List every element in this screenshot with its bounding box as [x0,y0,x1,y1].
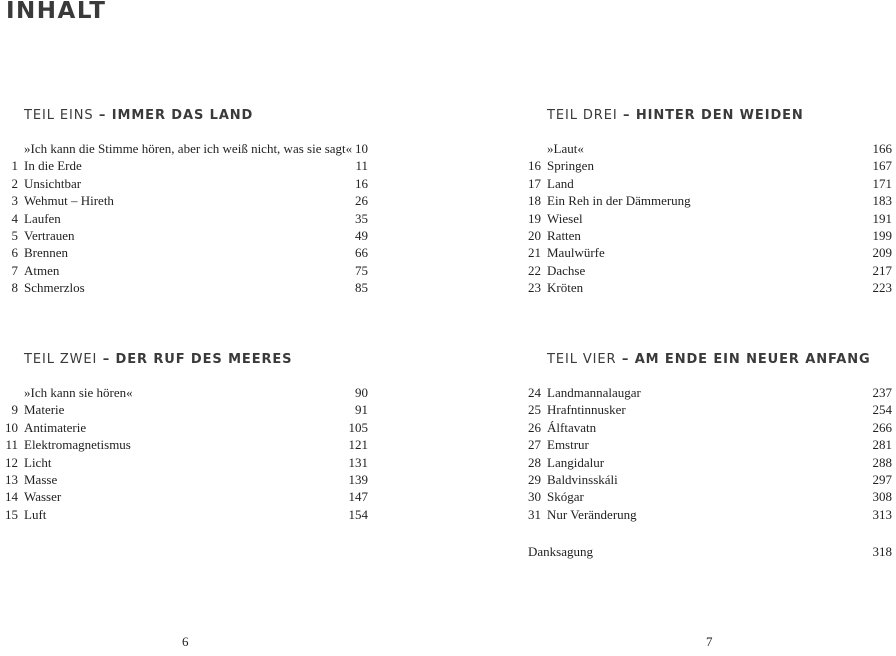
section-separator: – [93,108,112,123]
page-number: 183 [872,193,892,209]
chapter-number: 3 [11,193,18,209]
section-teil-drei [528,106,892,297]
section-separator: – [97,352,116,367]
page-number: 217 [872,262,892,278]
chapter-title: Nur Veränderung [547,506,637,522]
chapter-title: »Ich kann die Stimme hören, aber ich weiß nicht, was sie sagt« [24,141,353,156]
chapter-number: 1 [11,158,18,174]
chapter-title: »Laut« [547,141,584,156]
chapter-number: 9 [11,402,18,418]
toc-entry[interactable] [528,192,892,209]
chapter-title: Brennen [24,245,69,261]
chapter-number: 31 [528,506,541,522]
section-part-label: TEIL ZWEI [24,352,98,367]
chapter-title: Springen [547,158,594,174]
chapter-number: 10 [5,419,18,435]
toc-entry[interactable] [5,506,368,523]
page-number: 266 [872,419,892,435]
chapter-title: Luft [24,506,47,522]
section-name: DER RUF DES MEERES [115,352,293,367]
page-number: 223 [872,280,892,296]
toc-entry[interactable] [24,140,368,157]
chapter-title: Vertrauen [24,227,75,243]
chapter-number: 27 [528,437,541,453]
section-teil-zwei [5,350,368,523]
chapter-title: Ein Reh in der Dämmerung [547,193,691,209]
toc-entry[interactable] [5,488,368,505]
page-number: 209 [872,245,892,261]
page-number: 237 [872,385,892,400]
page-number: 191 [872,210,892,226]
toc-entry[interactable] [11,157,368,174]
chapter-title: »Ich kann sie hören« [24,385,133,400]
toc-entry[interactable] [528,175,892,192]
page-number: 318 [872,544,892,559]
chapter-title: Elektromagnetismus [24,437,131,453]
chapter-title: Landmannalaugar [547,385,641,400]
chapter-number: 13 [5,471,18,487]
toc-entry[interactable] [528,488,892,505]
toc-entry[interactable] [11,227,368,244]
chapter-title: Licht [24,454,52,470]
page-number: 147 [348,489,368,505]
page-number: 105 [348,419,368,435]
page-number: 139 [348,471,368,487]
page-number: 75 [355,262,368,278]
page-number: 121 [348,437,368,453]
chapter-number: 24 [528,385,541,400]
section-teil-eins [11,106,368,297]
section-heading [24,106,368,126]
page-number: 166 [872,141,892,156]
chapter-title: Antimaterie [24,419,87,435]
section-name: HINTER DEN WEIDEN [635,108,804,123]
chapter-title: Kröten [547,280,584,296]
chapter-title: Wasser [24,489,62,505]
toc-entry[interactable] [11,262,368,279]
chapter-number: 17 [528,175,541,191]
chapter-number: 5 [11,227,18,243]
toc-entry[interactable] [528,210,892,227]
chapter-title: Maulwürfe [547,245,605,261]
chapter-title: Hrafntinnusker [547,402,626,418]
section-teil-vier [528,350,892,523]
chapter-number: 30 [528,489,541,505]
section-heading [547,106,892,126]
chapter-title: Skógar [547,489,584,505]
chapter-number: 29 [528,471,541,487]
toc-entry[interactable] [11,175,368,192]
toc-entry[interactable] [11,401,368,418]
chapter-number: 7 [11,262,18,278]
page-number: 281 [872,437,892,453]
chapter-title: Masse [24,471,58,487]
toc-entry[interactable] [5,471,368,488]
toc-entry[interactable] [528,244,892,261]
page-number: 288 [872,454,892,470]
folio-right: 7 [706,634,713,649]
toc-entry[interactable] [24,384,368,401]
toc-entry-acknowledgements[interactable] [528,543,892,561]
chapter-number: 21 [528,245,541,261]
chapter-number: 23 [528,280,541,296]
chapter-title: Wiesel [547,210,583,226]
page-number: 131 [348,454,368,470]
page-number: 171 [872,175,892,191]
toc-entry[interactable] [11,192,368,209]
section-part-label: TEIL DREI [547,108,618,123]
section-name: IMMER DAS LAND [111,108,254,123]
chapter-title: Materie [24,402,65,418]
page-number: 297 [872,471,892,487]
toc-entry[interactable] [5,419,368,436]
toc-entry[interactable] [528,471,892,488]
chapter-title: Ratten [547,227,581,243]
chapter-number: 2 [11,175,18,191]
page-number: 35 [355,210,368,226]
toc-entry[interactable] [528,262,892,279]
chapter-title: Atmen [24,262,60,278]
chapter-title: In die Erde [24,158,82,174]
chapter-title: Danksagung [528,544,593,559]
page-number: 16 [355,175,368,191]
toc-entry[interactable] [11,210,368,227]
toc-entry[interactable] [528,279,892,296]
page-number: 26 [355,193,368,209]
page-title: INHALT [6,0,107,24]
chapter-title: Unsichtbar [24,175,82,191]
section-separator: – [617,108,636,123]
chapter-number: 4 [11,210,18,226]
page-number: 254 [872,402,892,418]
toc-entry[interactable] [5,454,368,471]
toc-entry[interactable] [528,227,892,244]
chapter-title: Álftavatn [547,419,597,435]
page-number: 154 [348,506,368,522]
chapter-title: Dachse [547,262,586,278]
section-part-label: TEIL VIER [547,352,617,367]
page-number: 11 [355,158,368,174]
chapter-number: 22 [528,262,541,278]
page-number: 91 [355,402,368,418]
chapter-number: 12 [5,454,18,470]
folio-left: 6 [182,634,189,649]
chapter-title: Schmerzlos [24,280,85,296]
chapter-number: 14 [5,489,18,505]
section-heading [24,350,368,370]
chapter-number: 18 [528,193,541,209]
section-separator: – [616,352,635,367]
toc-entry[interactable] [528,401,892,418]
page-number: 85 [355,280,368,296]
page-number: 308 [872,489,892,505]
toc-entry[interactable] [528,454,892,471]
chapter-title: Laufen [24,210,61,226]
chapter-number: 28 [528,454,541,470]
chapter-title: Wehmut – Hireth [24,193,114,209]
page-number: 66 [355,245,368,261]
toc-entry[interactable] [11,244,368,261]
chapter-number: 26 [528,419,541,435]
chapter-title: Land [547,175,574,191]
toc-entry[interactable] [528,157,892,174]
chapter-title: Emstrur [547,437,589,453]
page-number: 49 [355,227,368,243]
toc-entry[interactable] [5,436,368,453]
chapter-number: 16 [528,158,541,174]
chapter-number: 15 [5,506,18,522]
toc-entry[interactable] [528,506,892,523]
toc-entry[interactable] [528,436,892,453]
chapter-number: 11 [5,437,18,453]
section-heading [547,350,892,370]
chapter-title: Baldvinsskáli [547,471,618,487]
section-part-label: TEIL EINS [24,108,94,123]
toc-entry[interactable] [528,384,892,401]
page-number: 10 [355,141,368,156]
toc-entry[interactable] [528,419,892,436]
chapter-title: Langidalur [547,454,605,470]
page-number: 167 [872,158,892,174]
page-number: 90 [355,385,368,400]
chapter-number: 25 [528,402,541,418]
chapter-number: 19 [528,210,541,226]
toc-entry[interactable] [11,279,368,296]
chapter-number: 8 [11,280,18,296]
page-number: 199 [872,227,892,243]
chapter-number: 6 [11,245,18,261]
section-name: AM ENDE EIN NEUER ANFANG [634,352,871,367]
page-number: 313 [872,506,892,522]
chapter-number: 20 [528,227,541,243]
toc-entry[interactable] [547,140,892,157]
